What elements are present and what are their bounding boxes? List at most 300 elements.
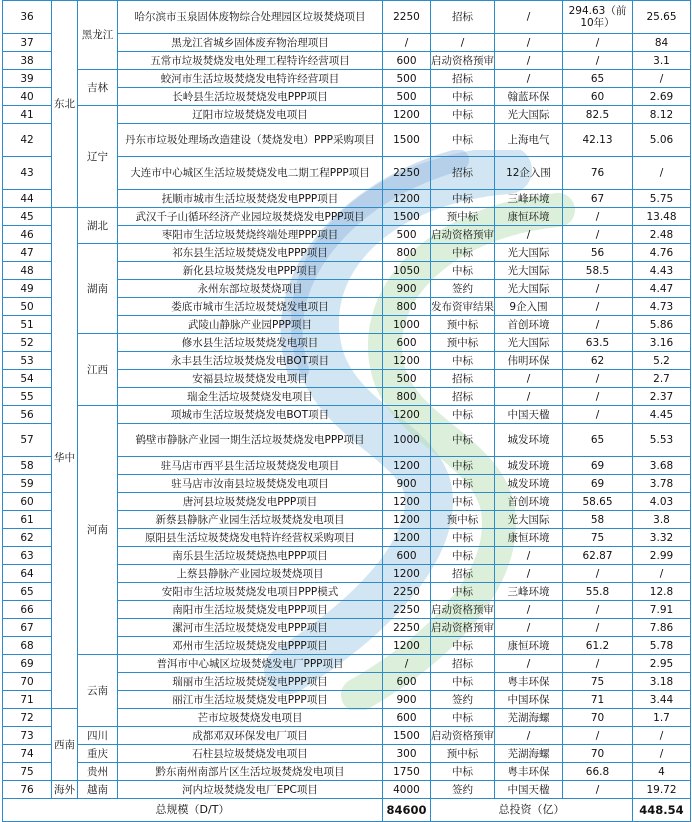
winner-cell: 康恒环境 xyxy=(495,208,563,226)
table-row xyxy=(3,334,691,352)
amount-cell: 19.72 xyxy=(633,781,691,799)
row-number: 45 xyxy=(3,208,52,226)
status-cell: 中标 xyxy=(431,583,495,601)
project-name: 哈尔滨市玉泉固体废物综合处理园区垃圾焚烧项目 xyxy=(118,1,383,34)
row-number: 71 xyxy=(3,691,52,709)
investment-cell: 58.65 xyxy=(563,493,633,511)
region-cell: 东北 xyxy=(52,1,78,208)
scale-cell: 1050 xyxy=(383,262,431,280)
winner-cell: 粤丰环保 xyxy=(495,673,563,691)
project-name: 新蔡县静脉产业园生活垃圾焚烧发电项目 xyxy=(118,511,383,529)
province-cell: 辽宁 xyxy=(78,106,118,208)
amount-cell: 4.43 xyxy=(633,262,691,280)
status-cell: 中标 xyxy=(431,424,495,457)
status-cell: 预中标 xyxy=(431,316,495,334)
amount-cell: 13.48 xyxy=(633,208,691,226)
amount-cell: 4.45 xyxy=(633,406,691,424)
region-cell: 海外 xyxy=(52,781,78,799)
status-cell: 招标 xyxy=(431,1,495,34)
scale-cell: 2250 xyxy=(383,157,431,190)
status-cell: 中标 xyxy=(431,529,495,547)
status-cell: 预中标 xyxy=(431,208,495,226)
scale-cell: 600 xyxy=(383,52,431,70)
province-cell: 湖北 xyxy=(78,208,118,244)
status-cell: 启动资格预审 xyxy=(431,601,495,619)
amount-cell: 8.12 xyxy=(633,106,691,124)
investment-cell: / xyxy=(563,316,633,334)
table-row xyxy=(3,655,691,673)
row-number: 65 xyxy=(3,583,52,601)
province-cell: 黑龙江 xyxy=(78,1,118,70)
winner-cell: 三峰环境 xyxy=(495,583,563,601)
row-number: 50 xyxy=(3,298,52,316)
status-cell: 中标 xyxy=(431,709,495,727)
investment-cell: 63.5 xyxy=(563,334,633,352)
scale-cell: 1200 xyxy=(383,511,431,529)
scale-cell: 1500 xyxy=(383,727,431,745)
row-number: 54 xyxy=(3,370,52,388)
investment-cell: 55.8 xyxy=(563,583,633,601)
province-cell: 湖南 xyxy=(78,244,118,334)
investment-cell: 65 xyxy=(563,70,633,88)
status-cell: 中标 xyxy=(431,493,495,511)
row-number: 60 xyxy=(3,493,52,511)
project-name: 瑞金生活垃圾焚烧发电项目 xyxy=(118,388,383,406)
winner-cell: 城发环境 xyxy=(495,457,563,475)
amount-cell: 5.75 xyxy=(633,190,691,208)
amount-cell: / xyxy=(633,157,691,190)
amount-cell: / xyxy=(633,70,691,88)
amount-cell: 7.86 xyxy=(633,619,691,637)
winner-cell: / xyxy=(495,388,563,406)
amount-cell: 25.65 xyxy=(633,1,691,34)
project-name: 永丰县生活垃圾焚烧发电BOT项目 xyxy=(118,352,383,370)
row-number: 75 xyxy=(3,763,52,781)
investment-cell: 69 xyxy=(563,475,633,493)
table-row xyxy=(3,1,691,34)
amount-cell: 2.37 xyxy=(633,388,691,406)
status-cell: 中标 xyxy=(431,406,495,424)
winner-cell: / xyxy=(495,226,563,244)
table-row xyxy=(3,208,691,226)
amount-cell: 12.8 xyxy=(633,583,691,601)
project-name: 辽阳市垃圾焚烧发电项目 xyxy=(118,106,383,124)
amount-cell: 5.86 xyxy=(633,316,691,334)
status-cell: 启动资格预审 xyxy=(431,619,495,637)
status-cell: 签约 xyxy=(431,781,495,799)
scale-cell: 900 xyxy=(383,280,431,298)
scale-cell: 500 xyxy=(383,70,431,88)
status-cell: 招标 xyxy=(431,157,495,190)
winner-cell: / xyxy=(495,619,563,637)
winner-cell: / xyxy=(495,565,563,583)
province-cell: 吉林 xyxy=(78,70,118,106)
investment-cell: / xyxy=(563,370,633,388)
investment-cell: / xyxy=(563,388,633,406)
scale-cell: 500 xyxy=(383,370,431,388)
table-row xyxy=(3,763,691,781)
project-table xyxy=(2,0,691,822)
row-number: 47 xyxy=(3,244,52,262)
investment-cell: / xyxy=(563,619,633,637)
total-investment-label: 总投资（亿） xyxy=(431,799,633,822)
row-number: 46 xyxy=(3,226,52,244)
investment-cell: / xyxy=(563,52,633,70)
project-name: 丹东市垃圾处理场改造建设（焚烧发电）PPP采购项目 xyxy=(118,124,383,157)
status-cell: 招标 xyxy=(431,370,495,388)
winner-cell: / xyxy=(495,727,563,745)
investment-cell: / xyxy=(563,226,633,244)
investment-cell: 67 xyxy=(563,190,633,208)
project-name: 丽江市生活垃圾焚烧发电PPP项目 xyxy=(118,691,383,709)
status-cell: 发布资审结果 xyxy=(431,298,495,316)
project-name: 枣阳市生活垃圾焚烧终端处理PPP项目 xyxy=(118,226,383,244)
project-name: 安阳市生活垃圾焚烧发电项目PPP模式 xyxy=(118,583,383,601)
winner-cell: 中国天楹 xyxy=(495,781,563,799)
investment-cell: / xyxy=(563,655,633,673)
scale-cell: 4000 xyxy=(383,781,431,799)
project-name: 武汉千子山循环经济产业园垃圾焚烧发电PPP项目 xyxy=(118,208,383,226)
row-number: 37 xyxy=(3,34,52,52)
amount-cell: 4.73 xyxy=(633,298,691,316)
project-name: 祁东县生活垃圾焚烧发电PPP项目 xyxy=(118,244,383,262)
winner-cell: / xyxy=(495,601,563,619)
table-row xyxy=(3,745,691,763)
amount-cell: 4.76 xyxy=(633,244,691,262)
investment-cell: / xyxy=(563,298,633,316)
winner-cell: 首创环境 xyxy=(495,493,563,511)
investment-cell: 65 xyxy=(563,424,633,457)
scale-cell: 1200 xyxy=(383,190,431,208)
project-name: 驻马店市汝南县垃圾焚烧发电项目 xyxy=(118,475,383,493)
winner-cell: 粤丰环保 xyxy=(495,763,563,781)
investment-cell: / xyxy=(563,565,633,583)
status-cell: 中标 xyxy=(431,547,495,565)
scale-cell: 1200 xyxy=(383,637,431,655)
status-cell: 中标 xyxy=(431,124,495,157)
row-number: 42 xyxy=(3,124,52,157)
scale-cell: / xyxy=(383,655,431,673)
status-cell: 中标 xyxy=(431,637,495,655)
scale-cell: 1750 xyxy=(383,763,431,781)
project-name: 原阳县生活垃圾焚烧发电特许经营权采购项目 xyxy=(118,529,383,547)
winner-cell: 光大国际 xyxy=(495,244,563,262)
investment-cell: 62.87 xyxy=(563,547,633,565)
winner-cell: / xyxy=(495,70,563,88)
scale-cell: 1200 xyxy=(383,406,431,424)
region-cell: 华中 xyxy=(52,208,78,709)
investment-cell: 76 xyxy=(563,157,633,190)
project-name: 漯河市生活垃圾焚烧发电PPP项目 xyxy=(118,619,383,637)
project-name: 抚顺市城市生活垃圾焚烧发电PPP项目 xyxy=(118,190,383,208)
scale-cell: 1200 xyxy=(383,457,431,475)
scale-cell: 1200 xyxy=(383,352,431,370)
investment-cell: 66.8 xyxy=(563,763,633,781)
row-number: 67 xyxy=(3,619,52,637)
scale-cell: 800 xyxy=(383,298,431,316)
winner-cell: 12企入围 xyxy=(495,157,563,190)
scale-cell: 2250 xyxy=(383,583,431,601)
investment-cell: 75 xyxy=(563,529,633,547)
row-number: 68 xyxy=(3,637,52,655)
project-name: 安福县垃圾焚烧发电项目 xyxy=(118,370,383,388)
scale-cell: 800 xyxy=(383,244,431,262)
scale-cell: 2250 xyxy=(383,601,431,619)
status-cell: 启动资格预审 xyxy=(431,226,495,244)
status-cell: 启动资格预审 xyxy=(431,727,495,745)
status-cell: 招标 xyxy=(431,388,495,406)
winner-cell: / xyxy=(495,34,563,52)
project-name: 南乐县生活垃圾焚烧热电PPP项目 xyxy=(118,547,383,565)
row-number: 41 xyxy=(3,106,52,124)
winner-cell: 光大国际 xyxy=(495,106,563,124)
project-name: 大连市中心城区生活垃圾焚烧发电二期工程PPP项目 xyxy=(118,157,383,190)
status-cell: 中标 xyxy=(431,106,495,124)
winner-cell: / xyxy=(495,52,563,70)
row-number: 38 xyxy=(3,52,52,70)
project-name: 鹤壁市静脉产业园一期生活垃圾焚烧发电PPP项目 xyxy=(118,424,383,457)
table-row xyxy=(3,781,691,799)
status-cell: 启动资格预审 xyxy=(431,52,495,70)
row-number: 63 xyxy=(3,547,52,565)
row-number: 44 xyxy=(3,190,52,208)
row-number: 52 xyxy=(3,334,52,352)
investment-cell: 70 xyxy=(563,709,633,727)
status-cell: 签约 xyxy=(431,691,495,709)
table-row xyxy=(3,70,691,88)
project-name: 上蔡县静脉产业园垃圾焚烧项目 xyxy=(118,565,383,583)
scale-cell: 1200 xyxy=(383,565,431,583)
project-name: 石柱县垃圾焚烧发电项目 xyxy=(118,745,383,763)
scale-cell: 1200 xyxy=(383,493,431,511)
project-name: 邓州市生活垃圾焚烧发电PPP项目 xyxy=(118,637,383,655)
status-cell: 招标 xyxy=(431,655,495,673)
investment-cell: 69 xyxy=(563,457,633,475)
investment-cell: 62 xyxy=(563,352,633,370)
amount-cell: 2.95 xyxy=(633,655,691,673)
winner-cell: / xyxy=(495,1,563,34)
scale-cell: 1500 xyxy=(383,124,431,157)
province-cell: 贵州 xyxy=(78,763,118,781)
amount-cell: 2.69 xyxy=(633,88,691,106)
table-row xyxy=(3,727,691,745)
amount-cell: 3.16 xyxy=(633,334,691,352)
scale-cell: 2250 xyxy=(383,1,431,34)
row-number: 57 xyxy=(3,424,52,457)
winner-cell: 上海电气 xyxy=(495,124,563,157)
row-number: 59 xyxy=(3,475,52,493)
scale-cell: 600 xyxy=(383,709,431,727)
project-name: 武陵山静脉产业园PPP项目 xyxy=(118,316,383,334)
winner-cell: 光大国际 xyxy=(495,334,563,352)
scale-cell: 600 xyxy=(383,334,431,352)
status-cell: 预中标 xyxy=(431,511,495,529)
row-number: 74 xyxy=(3,745,52,763)
row-number: 56 xyxy=(3,406,52,424)
totals-row xyxy=(3,799,691,822)
amount-cell: 2.48 xyxy=(633,226,691,244)
winner-cell: 光大国际 xyxy=(495,280,563,298)
table-row xyxy=(3,106,691,124)
scale-cell: 1000 xyxy=(383,424,431,457)
status-cell: 中标 xyxy=(431,352,495,370)
project-name: 蛟河市生活垃圾焚烧发电特许经营项目 xyxy=(118,70,383,88)
row-number: 70 xyxy=(3,673,52,691)
row-number: 53 xyxy=(3,352,52,370)
scale-cell: 1500 xyxy=(383,208,431,226)
amount-cell: 2.99 xyxy=(633,547,691,565)
region-cell: 西南 xyxy=(52,709,78,781)
investment-cell: / xyxy=(563,208,633,226)
winner-cell: 三峰环境 xyxy=(495,190,563,208)
scale-cell: 900 xyxy=(383,475,431,493)
amount-cell: 5.53 xyxy=(633,424,691,457)
investment-cell: 60 xyxy=(563,88,633,106)
amount-cell: 4 xyxy=(633,763,691,781)
status-cell: / xyxy=(431,34,495,52)
project-name: 五常市垃圾焚烧发电处理工程特许经营项目 xyxy=(118,52,383,70)
status-cell: 中标 xyxy=(431,88,495,106)
scale-cell: 1200 xyxy=(383,529,431,547)
project-name: 新化县垃圾焚烧发电PPP项目 xyxy=(118,262,383,280)
amount-cell: 5.06 xyxy=(633,124,691,157)
status-cell: 中标 xyxy=(431,262,495,280)
row-number: 48 xyxy=(3,262,52,280)
amount-cell: 3.8 xyxy=(633,511,691,529)
project-name: 黑龙江省城乡固体废弃物治理项目 xyxy=(118,34,383,52)
row-number: 55 xyxy=(3,388,52,406)
project-name: 芒市垃圾焚烧发电项目 xyxy=(118,709,383,727)
row-number: 49 xyxy=(3,280,52,298)
row-number: 72 xyxy=(3,709,52,727)
amount-cell: 3.18 xyxy=(633,673,691,691)
project-name: 河内垃圾焚烧发电厂EPC项目 xyxy=(118,781,383,799)
winner-cell: 中国天楹 xyxy=(495,406,563,424)
winner-cell: 9企入围 xyxy=(495,298,563,316)
table-row xyxy=(3,244,691,262)
winner-cell: 城发环境 xyxy=(495,475,563,493)
investment-cell: / xyxy=(563,34,633,52)
winner-cell: 芜湖海螺 xyxy=(495,745,563,763)
winner-cell: / xyxy=(495,547,563,565)
winner-cell: 翰蓝环保 xyxy=(495,88,563,106)
row-number: 39 xyxy=(3,70,52,88)
status-cell: 招标 xyxy=(431,565,495,583)
amount-cell: 84 xyxy=(633,34,691,52)
row-number: 61 xyxy=(3,511,52,529)
project-name: 驻马店市西平县生活垃圾焚烧发电项目 xyxy=(118,457,383,475)
investment-cell: 58 xyxy=(563,511,633,529)
project-name: 黔东南州南部片区生活垃圾焚烧发电项目 xyxy=(118,763,383,781)
status-cell: 中标 xyxy=(431,190,495,208)
amount-cell: 3.32 xyxy=(633,529,691,547)
province-cell: 江西 xyxy=(78,334,118,406)
row-number: 62 xyxy=(3,529,52,547)
amount-cell: 2.7 xyxy=(633,370,691,388)
investment-cell: 294.63（前10年） xyxy=(563,1,633,34)
amount-cell: / xyxy=(633,745,691,763)
row-number: 51 xyxy=(3,316,52,334)
amount-cell: 3.1 xyxy=(633,52,691,70)
winner-cell: 首创环境 xyxy=(495,316,563,334)
winner-cell: 中国环保 xyxy=(495,691,563,709)
status-cell: 预中标 xyxy=(431,334,495,352)
amount-cell: 3.78 xyxy=(633,475,691,493)
investment-cell: / xyxy=(563,406,633,424)
winner-cell: 城发环境 xyxy=(495,424,563,457)
row-number: 40 xyxy=(3,88,52,106)
status-cell: 中标 xyxy=(431,673,495,691)
winner-cell: / xyxy=(495,655,563,673)
total-scale-label: 总规模（D/T） xyxy=(3,799,383,822)
amount-cell: 3.44 xyxy=(633,691,691,709)
project-name: 永州东部垃圾焚烧项目 xyxy=(118,280,383,298)
project-name: 瑞丽市生活垃圾焚烧发电PPP项目 xyxy=(118,673,383,691)
scale-cell: 500 xyxy=(383,88,431,106)
project-name: 普洱市中心城区垃圾焚烧发电厂PPP项目 xyxy=(118,655,383,673)
winner-cell: 光大国际 xyxy=(495,511,563,529)
winner-cell: / xyxy=(495,370,563,388)
amount-cell: 5.2 xyxy=(633,352,691,370)
status-cell: 中标 xyxy=(431,244,495,262)
amount-cell: 4.03 xyxy=(633,493,691,511)
investment-cell: 71 xyxy=(563,691,633,709)
status-cell: 中标 xyxy=(431,457,495,475)
status-cell: 预中标 xyxy=(431,745,495,763)
amount-cell: / xyxy=(633,565,691,583)
province-cell: 重庆 xyxy=(78,745,118,763)
row-number: 43 xyxy=(3,157,52,190)
winner-cell: 康恒环境 xyxy=(495,529,563,547)
row-number: 66 xyxy=(3,601,52,619)
investment-cell: / xyxy=(563,727,633,745)
province-cell: 越南 xyxy=(78,781,118,799)
scale-cell: 600 xyxy=(383,673,431,691)
investment-cell: 56 xyxy=(563,244,633,262)
amount-cell: 5.78 xyxy=(633,637,691,655)
scale-cell: 500 xyxy=(383,226,431,244)
row-number: 36 xyxy=(3,1,52,34)
project-name: 修水县生活垃圾焚烧发电项目 xyxy=(118,334,383,352)
investment-cell: / xyxy=(563,280,633,298)
investment-cell: 70 xyxy=(563,745,633,763)
amount-cell: / xyxy=(633,727,691,745)
investment-cell: / xyxy=(563,601,633,619)
scale-cell: / xyxy=(383,34,431,52)
investment-cell: 82.5 xyxy=(563,106,633,124)
row-number: 58 xyxy=(3,457,52,475)
province-cell: 云南 xyxy=(78,655,118,727)
scale-cell: 300 xyxy=(383,745,431,763)
row-number: 73 xyxy=(3,727,52,745)
investment-cell: 42.13 xyxy=(563,124,633,157)
project-name: 成都邓双环保发电厂项目 xyxy=(118,727,383,745)
total-investment-value: 448.54 xyxy=(633,799,691,822)
project-name: 娄底市城市生活垃圾焚烧发电项目 xyxy=(118,298,383,316)
amount-cell: 1.7 xyxy=(633,709,691,727)
winner-cell: 伟明环保 xyxy=(495,352,563,370)
scale-cell: 800 xyxy=(383,388,431,406)
winner-cell: 芜湖海螺 xyxy=(495,709,563,727)
investment-cell: / xyxy=(563,781,633,799)
winner-cell: 康恒环境 xyxy=(495,637,563,655)
amount-cell: 4.47 xyxy=(633,280,691,298)
total-scale-value: 84600 xyxy=(383,799,431,822)
amount-cell: 3.68 xyxy=(633,457,691,475)
scale-cell: 2250 xyxy=(383,619,431,637)
winner-cell: 光大国际 xyxy=(495,262,563,280)
project-name: 南阳市生活垃圾焚烧发电PPP项目 xyxy=(118,601,383,619)
